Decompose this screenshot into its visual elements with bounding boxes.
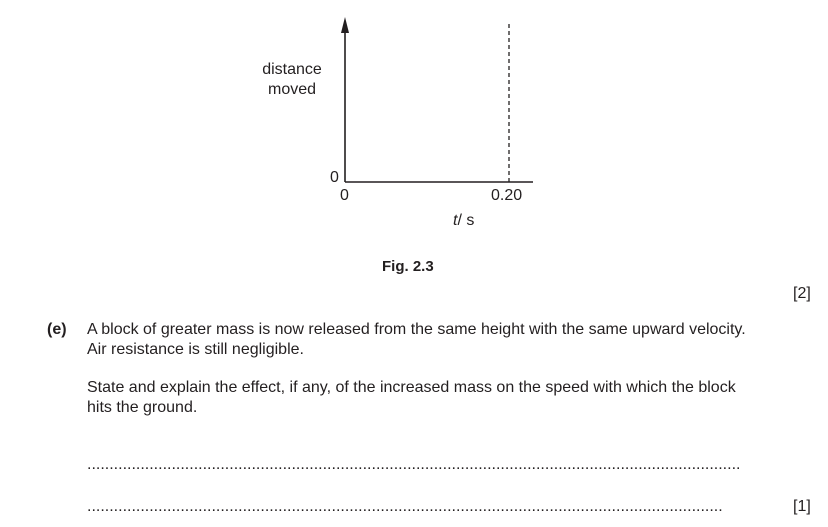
part-e-line1: A block of greater mass is now released from the same height with the same upward velocity.: [87, 321, 746, 338]
question-line2: hits the ground.: [87, 399, 198, 416]
marks-e: [1]: [793, 498, 811, 515]
x-axis-label: [453, 211, 474, 231]
part-e-label: (e): [47, 321, 67, 338]
answer-line-1[interactable]: ...................................................................................................................................................: [87, 456, 741, 473]
x-axis-unit: / s: [457, 212, 475, 229]
part-e-line2: Air resistance is still negligible.: [87, 341, 304, 358]
y-axis-arrowhead: [341, 17, 349, 33]
x-tick-label-0-20: 0.20: [491, 187, 523, 204]
y-axis-label-line1: distance: [262, 61, 322, 78]
marks-previous: [2]: [793, 285, 811, 302]
x-origin-label: 0: [340, 187, 349, 204]
question-line1: State and explain the effect, if any, of the increased mass on the speed with which the block: [87, 379, 736, 396]
x-axis-variable: t: [453, 212, 458, 229]
y-axis-label: [257, 60, 327, 100]
y-origin-label: 0: [330, 169, 339, 186]
answer-line-2[interactable]: ...............................................................................................................................................: [87, 498, 723, 515]
y-axis-label-line2: moved: [267, 81, 317, 98]
figure-caption: Fig. 2.3: [382, 258, 434, 275]
